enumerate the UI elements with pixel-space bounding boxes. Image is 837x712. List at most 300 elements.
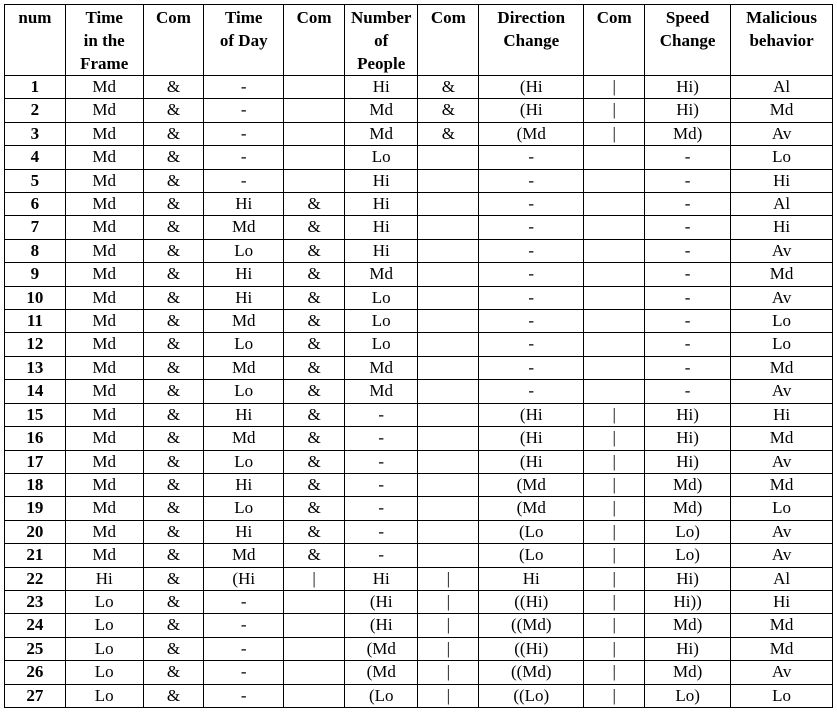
table-cell — [284, 684, 345, 707]
table-cell: & — [143, 427, 204, 450]
column-header — [479, 5, 584, 76]
table-cell: - — [204, 637, 284, 660]
table-row — [5, 473, 833, 496]
table-cell: Hi) — [645, 637, 731, 660]
table-cell: - — [645, 263, 731, 286]
table-cell: Lo — [344, 146, 417, 169]
table-cell: & — [143, 661, 204, 684]
table-cell — [418, 544, 479, 567]
table-cell: - — [204, 76, 284, 99]
table-row — [5, 450, 833, 473]
column-header-line: in the — [83, 31, 125, 50]
table-cell — [418, 427, 479, 450]
table-cell: & — [284, 520, 345, 543]
table-cell: & — [284, 333, 345, 356]
table-row — [5, 661, 833, 684]
table-cell: Md — [65, 473, 143, 496]
table-cell: & — [284, 193, 345, 216]
table-cell — [584, 333, 645, 356]
table-cell: ((Hi) — [479, 590, 584, 613]
table-cell: Lo — [731, 146, 833, 169]
table-cell: - — [479, 146, 584, 169]
row-number-cell: 15 — [5, 403, 66, 426]
table-cell: | — [418, 590, 479, 613]
table-cell: - — [344, 450, 417, 473]
table-cell: Lo — [731, 333, 833, 356]
table-cell: & — [284, 450, 345, 473]
column-header-line: Com — [296, 8, 332, 27]
table-cell: & — [284, 544, 345, 567]
column-header-line: Frame — [80, 54, 129, 73]
table-cell: Md — [731, 356, 833, 379]
table-cell: Md — [65, 544, 143, 567]
table-cell — [418, 450, 479, 473]
table-row — [5, 544, 833, 567]
row-number-cell: 27 — [5, 684, 66, 707]
table-cell — [284, 122, 345, 145]
table-cell: | — [418, 661, 479, 684]
table-cell — [418, 216, 479, 239]
table-cell: & — [143, 122, 204, 145]
table-cell: Av — [731, 450, 833, 473]
table-cell: & — [143, 590, 204, 613]
table-cell: - — [479, 356, 584, 379]
table-cell: Lo — [204, 497, 284, 520]
table-cell: (Lo — [479, 520, 584, 543]
table-cell: & — [284, 427, 345, 450]
table-cell: | — [584, 567, 645, 590]
table-cell: Hi — [204, 403, 284, 426]
table-cell: Md — [65, 333, 143, 356]
rules-table — [4, 4, 833, 708]
table-cell: Md — [65, 427, 143, 450]
table-cell: - — [645, 380, 731, 403]
table-cell: Hi — [731, 169, 833, 192]
table-row — [5, 427, 833, 450]
table-row — [5, 356, 833, 379]
table-cell: Lo — [344, 333, 417, 356]
table-cell — [584, 380, 645, 403]
table-cell — [284, 99, 345, 122]
row-number-cell: 16 — [5, 427, 66, 450]
row-number-cell: 23 — [5, 590, 66, 613]
table-cell: - — [479, 193, 584, 216]
table-cell: | — [584, 497, 645, 520]
table-cell — [418, 146, 479, 169]
column-header-line: Com — [596, 8, 632, 27]
table-header — [5, 5, 833, 76]
table-cell: Md — [65, 450, 143, 473]
table-cell: & — [418, 122, 479, 145]
table-cell: (Md — [479, 122, 584, 145]
table-cell: Lo — [731, 310, 833, 333]
row-number-cell: 12 — [5, 333, 66, 356]
table-cell — [418, 263, 479, 286]
table-cell: Md — [731, 99, 833, 122]
table-cell — [418, 239, 479, 262]
table-cell: Lo — [731, 497, 833, 520]
table-cell: Lo — [65, 614, 143, 637]
row-number-cell: 2 — [5, 99, 66, 122]
table-cell: (Md — [344, 661, 417, 684]
table-cell: | — [584, 473, 645, 496]
table-cell: Hi — [204, 473, 284, 496]
table-cell — [418, 497, 479, 520]
table-cell: - — [645, 310, 731, 333]
table-cell: & — [143, 614, 204, 637]
table-cell: (Md — [479, 473, 584, 496]
table-cell: - — [204, 590, 284, 613]
row-number-cell: 17 — [5, 450, 66, 473]
table-cell: Md — [731, 473, 833, 496]
table-cell — [418, 193, 479, 216]
table-cell: & — [143, 403, 204, 426]
table-cell: & — [143, 146, 204, 169]
table-cell: Md — [65, 239, 143, 262]
table-row — [5, 380, 833, 403]
table-cell: | — [584, 99, 645, 122]
table-cell: Md — [204, 216, 284, 239]
column-header — [645, 5, 731, 76]
column-header-line: Com — [155, 8, 191, 27]
table-cell: - — [344, 544, 417, 567]
column-header — [143, 5, 204, 76]
table-cell: Md) — [645, 614, 731, 637]
row-number-cell: 13 — [5, 356, 66, 379]
table-cell: Hi — [344, 567, 417, 590]
table-cell: Hi — [344, 76, 417, 99]
table-cell: Md — [65, 403, 143, 426]
row-number-cell: 19 — [5, 497, 66, 520]
table-cell: Lo — [65, 684, 143, 707]
table-cell — [418, 333, 479, 356]
table-row — [5, 99, 833, 122]
table-cell: Md — [65, 216, 143, 239]
table-cell: Hi — [731, 216, 833, 239]
table-cell: Hi — [344, 216, 417, 239]
table-cell: & — [143, 520, 204, 543]
table-cell: & — [143, 310, 204, 333]
table-cell: (Md — [479, 497, 584, 520]
table-cell: Md — [344, 356, 417, 379]
table-cell: | — [584, 450, 645, 473]
table-row — [5, 216, 833, 239]
table-cell: (Hi — [479, 403, 584, 426]
column-header-line: Change — [659, 31, 716, 50]
row-number-cell: 1 — [5, 76, 66, 99]
table-cell: Hi — [344, 169, 417, 192]
header-row — [5, 5, 833, 76]
table-cell: Av — [731, 380, 833, 403]
table-cell — [418, 356, 479, 379]
table-cell: - — [479, 333, 584, 356]
table-cell: (Md — [344, 637, 417, 660]
table-cell: & — [143, 263, 204, 286]
table-cell: - — [479, 310, 584, 333]
table-cell: - — [344, 520, 417, 543]
table-cell: Md — [344, 263, 417, 286]
table-cell: - — [204, 99, 284, 122]
table-row — [5, 684, 833, 707]
column-header-line: Malicious — [746, 8, 817, 27]
table-cell: | — [584, 544, 645, 567]
table-row — [5, 614, 833, 637]
table-cell: ((Lo) — [479, 684, 584, 707]
table-cell: & — [418, 99, 479, 122]
table-cell: Hi — [731, 590, 833, 613]
table-cell: Hi — [204, 193, 284, 216]
column-header — [65, 5, 143, 76]
table-cell — [418, 403, 479, 426]
table-cell: & — [284, 263, 345, 286]
table-cell: Md — [731, 614, 833, 637]
table-cell — [584, 356, 645, 379]
table-cell — [284, 590, 345, 613]
row-number-cell: 24 — [5, 614, 66, 637]
table-cell: - — [204, 661, 284, 684]
table-cell: Lo — [65, 661, 143, 684]
table-cell: & — [143, 333, 204, 356]
column-header-line: Time — [225, 8, 263, 27]
table-cell: & — [143, 239, 204, 262]
table-cell: Md — [65, 520, 143, 543]
table-row — [5, 122, 833, 145]
table-cell: Md — [65, 76, 143, 99]
column-header-line: Number — [350, 8, 412, 27]
table-cell: & — [284, 380, 345, 403]
table-cell: (Hi — [204, 567, 284, 590]
column-header — [584, 5, 645, 76]
table-cell: - — [479, 286, 584, 309]
table-cell: - — [479, 263, 584, 286]
table-cell: - — [645, 169, 731, 192]
table-cell: & — [284, 239, 345, 262]
table-cell — [284, 76, 345, 99]
table-cell: & — [143, 76, 204, 99]
table-cell: & — [143, 356, 204, 379]
table-cell: Hi — [731, 403, 833, 426]
column-header — [204, 5, 284, 76]
table-cell: Md — [204, 356, 284, 379]
table-cell — [584, 193, 645, 216]
table-cell: & — [284, 310, 345, 333]
row-number-cell: 5 — [5, 169, 66, 192]
table-cell: Hi — [344, 193, 417, 216]
table-cell: Hi)) — [645, 590, 731, 613]
table-cell: (Hi — [479, 99, 584, 122]
table-cell — [584, 286, 645, 309]
row-number-cell: 9 — [5, 263, 66, 286]
table-row — [5, 263, 833, 286]
table-cell — [418, 520, 479, 543]
table-cell: Al — [731, 567, 833, 590]
table-cell: Hi — [204, 520, 284, 543]
table-cell: Md — [344, 380, 417, 403]
table-row — [5, 169, 833, 192]
table-cell: Md) — [645, 661, 731, 684]
table-cell: Hi) — [645, 567, 731, 590]
table-cell: & — [143, 450, 204, 473]
row-number-cell: 26 — [5, 661, 66, 684]
table-cell — [284, 614, 345, 637]
table-cell: Md — [204, 427, 284, 450]
table-cell: Hi — [204, 286, 284, 309]
table-cell — [418, 286, 479, 309]
table-cell: Md — [731, 427, 833, 450]
table-cell: | — [584, 520, 645, 543]
table-cell: Av — [731, 544, 833, 567]
row-number-cell: 4 — [5, 146, 66, 169]
table-cell: Md — [731, 263, 833, 286]
table-cell: ((Hi) — [479, 637, 584, 660]
table-cell: Hi — [479, 567, 584, 590]
row-number-cell: 7 — [5, 216, 66, 239]
table-cell: Lo — [65, 590, 143, 613]
table-cell: Lo — [65, 637, 143, 660]
table-row — [5, 146, 833, 169]
column-header — [731, 5, 833, 76]
table-cell: & — [143, 99, 204, 122]
table-row — [5, 403, 833, 426]
table-cell: Md — [344, 99, 417, 122]
table-row — [5, 286, 833, 309]
table-cell: Lo) — [645, 544, 731, 567]
table-cell: & — [284, 473, 345, 496]
table-cell: Md — [204, 310, 284, 333]
table-cell: & — [143, 216, 204, 239]
table-cell: Lo — [731, 684, 833, 707]
column-header-line: People — [357, 54, 406, 73]
table-cell — [284, 146, 345, 169]
row-number-cell: 10 — [5, 286, 66, 309]
table-cell: Av — [731, 122, 833, 145]
table-cell: & — [143, 567, 204, 590]
row-number-cell: 18 — [5, 473, 66, 496]
table-cell: - — [204, 146, 284, 169]
column-header-line: Change — [503, 31, 560, 50]
table-cell — [418, 473, 479, 496]
table-cell: ((Md) — [479, 661, 584, 684]
row-number-cell: 22 — [5, 567, 66, 590]
table-cell: & — [143, 380, 204, 403]
table-row — [5, 520, 833, 543]
table-cell: - — [479, 380, 584, 403]
table-cell: Md — [65, 122, 143, 145]
column-header-line: behavior — [749, 31, 814, 50]
table-cell: Md — [65, 380, 143, 403]
table-cell: | — [418, 567, 479, 590]
table-body — [5, 76, 833, 708]
table-cell: Md — [65, 497, 143, 520]
table-cell: Av — [731, 239, 833, 262]
table-cell: Hi — [65, 567, 143, 590]
table-cell: | — [584, 614, 645, 637]
column-header-line: of Day — [219, 31, 268, 50]
table-cell: | — [584, 661, 645, 684]
row-number-cell: 6 — [5, 193, 66, 216]
table-cell: Md — [65, 99, 143, 122]
table-cell: | — [284, 567, 345, 590]
table-row — [5, 239, 833, 262]
table-cell: Md — [344, 122, 417, 145]
table-cell: & — [284, 216, 345, 239]
table-cell: | — [584, 76, 645, 99]
table-cell: & — [284, 286, 345, 309]
table-cell: Lo — [204, 450, 284, 473]
table-cell — [284, 169, 345, 192]
table-cell: Hi) — [645, 99, 731, 122]
table-cell: & — [284, 356, 345, 379]
table-cell: | — [584, 637, 645, 660]
column-header-line: of — [374, 31, 389, 50]
table-cell: | — [584, 684, 645, 707]
table-cell: - — [344, 403, 417, 426]
table-cell: Lo) — [645, 684, 731, 707]
table-cell: & — [284, 403, 345, 426]
table-cell: Lo — [204, 333, 284, 356]
table-cell: Md — [65, 263, 143, 286]
table-cell: & — [143, 684, 204, 707]
table-cell: - — [645, 193, 731, 216]
row-number-cell: 11 — [5, 310, 66, 333]
table-cell: Md — [65, 286, 143, 309]
table-cell: - — [204, 122, 284, 145]
table-cell — [418, 310, 479, 333]
table-cell: Hi — [344, 239, 417, 262]
row-number-cell: 8 — [5, 239, 66, 262]
table-cell: Av — [731, 520, 833, 543]
table-cell: Al — [731, 193, 833, 216]
table-cell: & — [418, 76, 479, 99]
table-cell: Md — [204, 544, 284, 567]
table-cell: - — [204, 684, 284, 707]
column-header-line: Speed — [665, 8, 710, 27]
table-cell: | — [584, 590, 645, 613]
table-cell: Md — [65, 310, 143, 333]
table-cell: (Hi — [344, 590, 417, 613]
table-cell: - — [645, 216, 731, 239]
table-cell: - — [479, 216, 584, 239]
table-cell: & — [143, 473, 204, 496]
table-row — [5, 193, 833, 216]
table-row — [5, 497, 833, 520]
table-cell: Hi) — [645, 76, 731, 99]
table-cell: ((Md) — [479, 614, 584, 637]
table-cell: Lo — [344, 310, 417, 333]
table-cell: Lo — [204, 380, 284, 403]
table-cell — [418, 380, 479, 403]
table-row — [5, 333, 833, 356]
table-cell: (Hi — [479, 76, 584, 99]
table-cell: & — [143, 497, 204, 520]
row-number-cell: 20 — [5, 520, 66, 543]
table-cell: & — [284, 497, 345, 520]
table-cell: - — [645, 146, 731, 169]
table-cell: Lo — [204, 239, 284, 262]
table-cell: Md) — [645, 473, 731, 496]
column-header — [5, 5, 66, 76]
table-row — [5, 567, 833, 590]
table-cell: & — [143, 637, 204, 660]
table-cell: - — [645, 356, 731, 379]
table-cell: (Hi — [479, 450, 584, 473]
table-cell: - — [344, 497, 417, 520]
table-cell: Md — [65, 169, 143, 192]
table-cell: Al — [731, 76, 833, 99]
table-cell: & — [143, 193, 204, 216]
table-cell: Hi) — [645, 427, 731, 450]
table-cell: - — [344, 427, 417, 450]
